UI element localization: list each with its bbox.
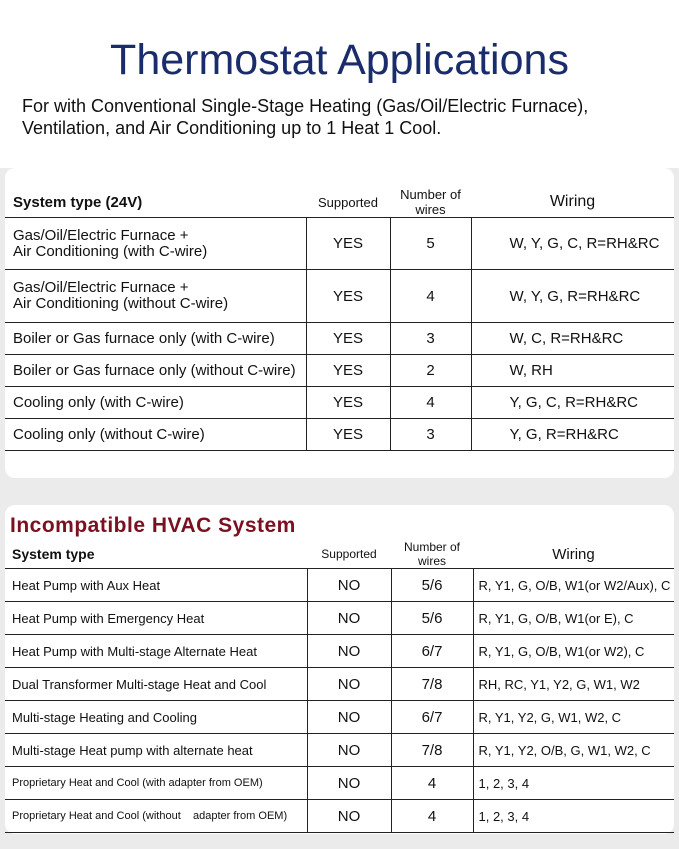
wires-cell: 3 xyxy=(390,323,471,355)
system-type-cell: Proprietary Heat and Cool (without adapter from OEM) xyxy=(5,800,307,833)
table-row xyxy=(5,387,674,419)
table-row xyxy=(5,270,674,323)
table-row xyxy=(5,355,674,387)
supported-cell: YES xyxy=(306,387,390,419)
column-header-system-type: System type xyxy=(12,546,95,562)
table-row xyxy=(5,218,674,270)
system-type-line: Gas/Oil/Electric Furnace + xyxy=(13,226,189,244)
wires-cell: 6/7 xyxy=(391,701,473,734)
column-header-wiring: Wiring xyxy=(552,545,595,563)
column-header-wires: Number of wires xyxy=(403,540,461,568)
supported-cell: YES xyxy=(306,355,390,387)
column-header-wires: Number of wires xyxy=(400,187,461,217)
wiring-cell: W, C, R=RH&RC xyxy=(471,323,674,355)
system-type-cell: Multi-stage Heating and Cooling xyxy=(5,701,307,734)
wiring-cell: Y, G, C, R=RH&RC xyxy=(471,387,674,419)
wiring-cell: Y, G, R=RH&RC xyxy=(471,419,674,451)
wires-cell: 3 xyxy=(390,419,471,451)
wiring-cell: W, RH xyxy=(471,355,674,387)
supported-cell: YES xyxy=(306,419,390,451)
supported-cell: NO xyxy=(307,800,391,833)
system-type-cell: Multi-stage Heat pump with alternate heat xyxy=(5,734,307,767)
wiring-cell: R, Y1, G, O/B, W1(or E), C xyxy=(473,602,674,635)
column-header-wiring: Wiring xyxy=(549,193,596,210)
table-row xyxy=(5,635,674,668)
system-type-cell: Dual Transformer Multi-stage Heat and Cool xyxy=(5,668,307,701)
column-header-system-type: System type (24V) xyxy=(13,193,143,211)
incompatible-systems-card xyxy=(5,505,674,834)
supported-cell: NO xyxy=(307,734,391,767)
wires-cell: 5/6 xyxy=(391,602,473,635)
wires-cell: 7/8 xyxy=(391,668,473,701)
system-type-cell: Boiler or Gas furnace only (with C-wire) xyxy=(5,323,306,355)
supported-cell: NO xyxy=(307,767,391,800)
supported-cell: YES xyxy=(306,323,390,355)
page-subtitle xyxy=(22,95,672,139)
compatible-systems-card xyxy=(5,168,674,478)
compatible-systems-table xyxy=(5,187,674,451)
supported-cell: YES xyxy=(306,270,390,323)
system-type-line: Gas/Oil/Electric Furnace + xyxy=(13,279,189,296)
wires-cell: 4 xyxy=(390,270,471,323)
system-type-cell: Boiler or Gas furnace only (without C-wire) xyxy=(5,355,306,387)
wiring-cell: W, Y, G, R=RH&RC xyxy=(471,270,674,323)
system-type-cell: Proprietary Heat and Cool (with adapter from OEM) xyxy=(5,767,307,800)
wiring-cell: R, Y1, G, O/B, W1(or W2), C xyxy=(473,635,674,668)
column-header-supported: Supported xyxy=(318,194,378,210)
system-type-cell: Cooling only (with C-wire) xyxy=(5,387,306,419)
supported-cell: NO xyxy=(307,569,391,602)
table-row xyxy=(5,767,674,800)
column-header-supported: Supported xyxy=(321,547,377,561)
supported-cell: YES xyxy=(306,218,390,270)
incompatible-section-title: Incompatible HVAC System xyxy=(10,514,296,537)
table-row xyxy=(5,602,674,635)
wires-cell: 2 xyxy=(390,355,471,387)
table-header-row xyxy=(5,187,674,218)
table-header-row xyxy=(5,540,674,569)
wires-cell: 7/8 xyxy=(391,734,473,767)
wiring-cell: RH, RC, Y1, Y2, G, W1, W2 xyxy=(473,668,674,701)
supported-cell: NO xyxy=(307,635,391,668)
wiring-cell: 1, 2, 3, 4 xyxy=(473,800,674,833)
system-type-cell: Cooling only (without C-wire) xyxy=(5,419,306,451)
table-row xyxy=(5,419,674,451)
system-type-line: Air Conditioning (with C-wire) xyxy=(13,242,208,260)
wiring-cell: W, Y, G, C, R=RH&RC xyxy=(471,218,674,270)
system-type-line: Air Conditioning (without C-wire) xyxy=(13,295,229,312)
wiring-cell: 1, 2, 3, 4 xyxy=(473,767,674,800)
wires-cell: 4 xyxy=(390,387,471,419)
wires-cell: 5 xyxy=(390,218,471,270)
incompatible-systems-table xyxy=(5,540,674,833)
table-row xyxy=(5,800,674,833)
system-type-cell xyxy=(5,218,306,270)
wiring-cell: R, Y1, G, O/B, W1(or W2/Aux), C xyxy=(473,569,674,602)
header-section xyxy=(0,0,679,168)
supported-cell: NO xyxy=(307,602,391,635)
wires-cell: 4 xyxy=(391,800,473,833)
page-title: Thermostat Applications xyxy=(110,36,569,84)
table-row xyxy=(5,569,674,602)
table-row xyxy=(5,668,674,701)
table-row xyxy=(5,323,674,355)
table-row xyxy=(5,701,674,734)
system-type-cell: Heat Pump with Emergency Heat xyxy=(5,602,307,635)
supported-cell: NO xyxy=(307,701,391,734)
wiring-cell: R, Y1, Y2, G, W1, W2, C xyxy=(473,701,674,734)
subtitle-line-2: Ventilation, and Air Conditioning up to 1 Heat 1 Cool. xyxy=(22,118,442,138)
system-type-cell: Heat Pump with Multi-stage Alternate Heat xyxy=(5,635,307,668)
table-row xyxy=(5,734,674,767)
wires-cell: 6/7 xyxy=(391,635,473,668)
wiring-cell: R, Y1, Y2, O/B, G, W1, W2, C xyxy=(473,734,674,767)
system-type-cell xyxy=(5,270,306,323)
system-type-cell: Heat Pump with Aux Heat xyxy=(5,569,307,602)
wires-cell: 5/6 xyxy=(391,569,473,602)
wires-cell: 4 xyxy=(391,767,473,800)
subtitle-line-1: For with Conventional Single-Stage Heating (Gas/Oil/Electric Furnace), xyxy=(22,96,589,116)
supported-cell: NO xyxy=(307,668,391,701)
